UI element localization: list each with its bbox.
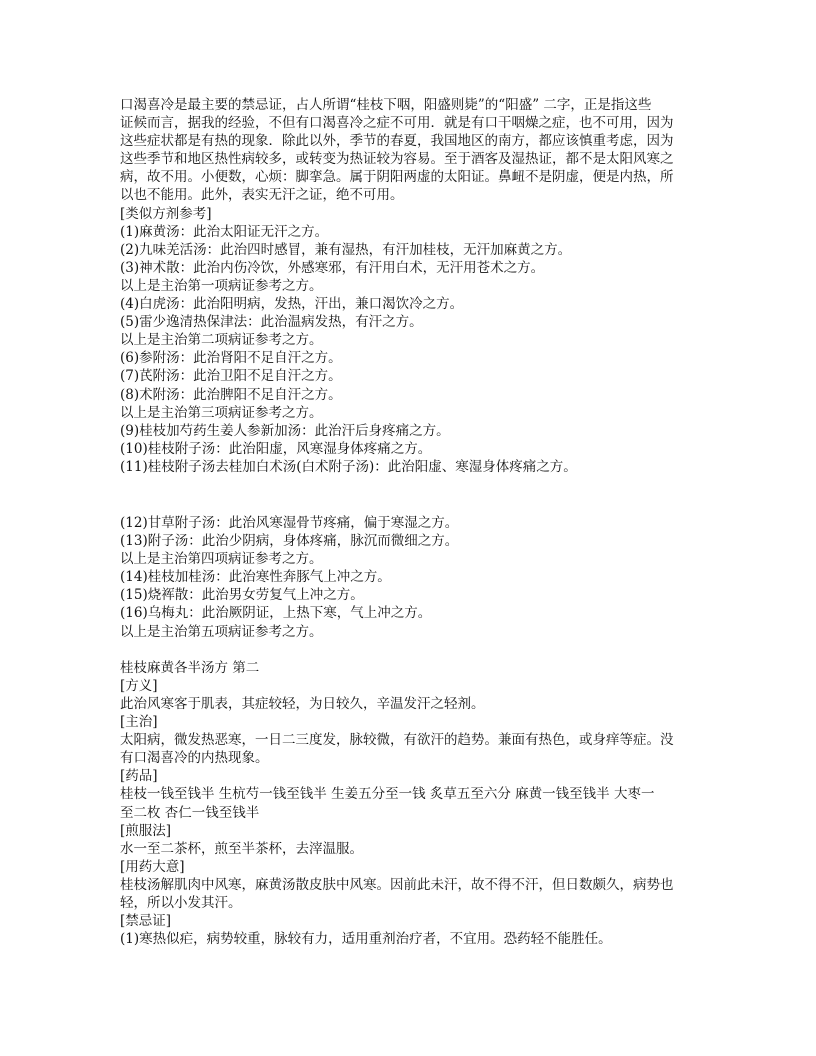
text-line: (6)参附汤：此治肾阳不足自汗之方。 (120, 350, 342, 367)
section-heading: [方义] (120, 677, 158, 694)
text-line: 桂枝麻黄各半汤方 第二 (120, 659, 260, 676)
section-heading: [药品] (120, 768, 158, 785)
text-line: (4)白虎汤：此治阳明病，发热，汗出，兼口渴饮冷之方。 (120, 296, 464, 313)
text-line: (8)术附汤：此治脾阳不足自汗之方。 (120, 386, 342, 403)
text-line: 桂枝汤解肌肉中风寒，麻黄汤散皮肤中风寒。因前此未汗，故不得不汗，但日数颇久，病势也 (120, 876, 674, 893)
section-heading: [禁忌证] (120, 913, 172, 930)
text-line: (5)雷少逸清热保津法：此治温病发热，有汗之方。 (120, 314, 423, 331)
text-line: 证候而言，据我的经验，不但有口渴喜冷之症不可用．就是有口干咽燥之症，也不可用，因为 (120, 115, 674, 132)
text-line: (3)神术散：此治内伤冷饮，外感寒邪，有汗用白术，无汗用苍术之方。 (120, 259, 545, 276)
section-heading: [煎服法] (120, 822, 172, 839)
text-line: 病，故不用。小便数，心烦：脚挛急。属于阴阳两虚的太阳证。鼻衄不是阴虚，便是内热，所 (120, 169, 674, 186)
text-line: (10)桂枝附子汤：此治阳虚，风寒湿身体疼痛之方。 (120, 440, 432, 457)
text-line: 以上是主治第五项病证参考之方。 (120, 623, 323, 640)
text-line: (13)附子汤：此治少阴病，身体疼痛，脉沉而微细之方。 (120, 533, 459, 550)
text-line: (1)麻黄汤：此治太阳证无汗之方。 (120, 223, 329, 240)
text-line: 以上是主治第四项病证参考之方。 (120, 551, 323, 568)
document-text-block-2 (120, 514, 710, 948)
text-line: 此治风寒客于肌表，其症较轻，为日较久，辛温发汗之轻剂。 (120, 695, 485, 712)
text-line: 至二枚 杏仁一钱至钱半 (120, 804, 260, 821)
section-heading: [主治] (120, 714, 158, 731)
text-line: 这些季节和地区热性病较多，或转变为热证较为容易。至于酒客及湿热证，都不是太阳风寒之 (120, 151, 674, 168)
text-line: (11)桂枝附子汤去桂加白术汤(白术附子汤)：此治阳虚、寒湿身体疼痛之方。 (120, 458, 577, 475)
text-line: 桂枝一钱至钱半 生杭芍一钱至钱半 生姜五分至一钱 炙草五至六分 麻黄一钱至钱半 大枣一 (120, 786, 655, 803)
text-line: (16)乌梅丸：此治厥阴证，上热下寒，气上冲之方。 (120, 605, 432, 622)
text-line: 口渴喜冷是最主要的禁忌证，占人所谓“桂枝下咽，阳盛则毙”的“阳盛” 二字，正是指这些 (120, 97, 652, 113)
text-line: 以上是主治第三项病证参考之方。 (120, 404, 323, 421)
text-line: 太阳病，微发热恶寒，一日二三度发，脉较微，有欲汗的趋势。兼面有热色，或身痒等症。没 (120, 732, 674, 749)
text-line: (12)甘草附子汤：此治风寒湿骨节疼痛，偏于寒湿之方。 (120, 515, 459, 531)
text-line: (2)九味羌活汤：此治四时感冒，兼有湿热，有汗加桂枝，无汗加麻黄之方。 (120, 241, 572, 258)
document-text-block-1 (120, 96, 710, 476)
text-line: 这些症状都是有热的现象．除此以外，季节的春夏，我国地区的南方，都应该慎重考虑，因为 (120, 133, 674, 150)
text-line: (9)桂枝加芍药生姜人参新加汤：此治汗后身疼痛之方。 (120, 422, 450, 439)
text-line: (15)烧裈散：此治男女劳复气上冲之方。 (120, 587, 364, 604)
text-line: 水一至二茶杯，煎至半茶杯，去滓温服。 (120, 840, 363, 857)
text-line: 有口渴喜冷的内热现象。 (120, 750, 269, 767)
text-line: 轻，所以小发其汗。 (120, 894, 242, 911)
section-heading: [类似方剂参考] (120, 205, 212, 222)
text-line: 以也不能用。此外，表实无汗之证，绝不可用。 (120, 187, 404, 204)
text-line: (14)桂枝加桂汤：此治寒性奔豚气上冲之方。 (120, 569, 391, 586)
text-line (120, 641, 710, 659)
text-line: 以上是主治第二项病证参考之方。 (120, 332, 323, 349)
section-heading: [用药大意] (120, 858, 185, 875)
text-line: (1)寒热似疟，病势较重，脉较有力，适用重剂治疗者，不宜用。恐药轻不能胜任。 (120, 931, 612, 948)
text-line: (7)芪附汤：此治卫阳不足自汗之方。 (120, 368, 342, 385)
text-line: 以上是主治第一项病证参考之方。 (120, 277, 323, 294)
